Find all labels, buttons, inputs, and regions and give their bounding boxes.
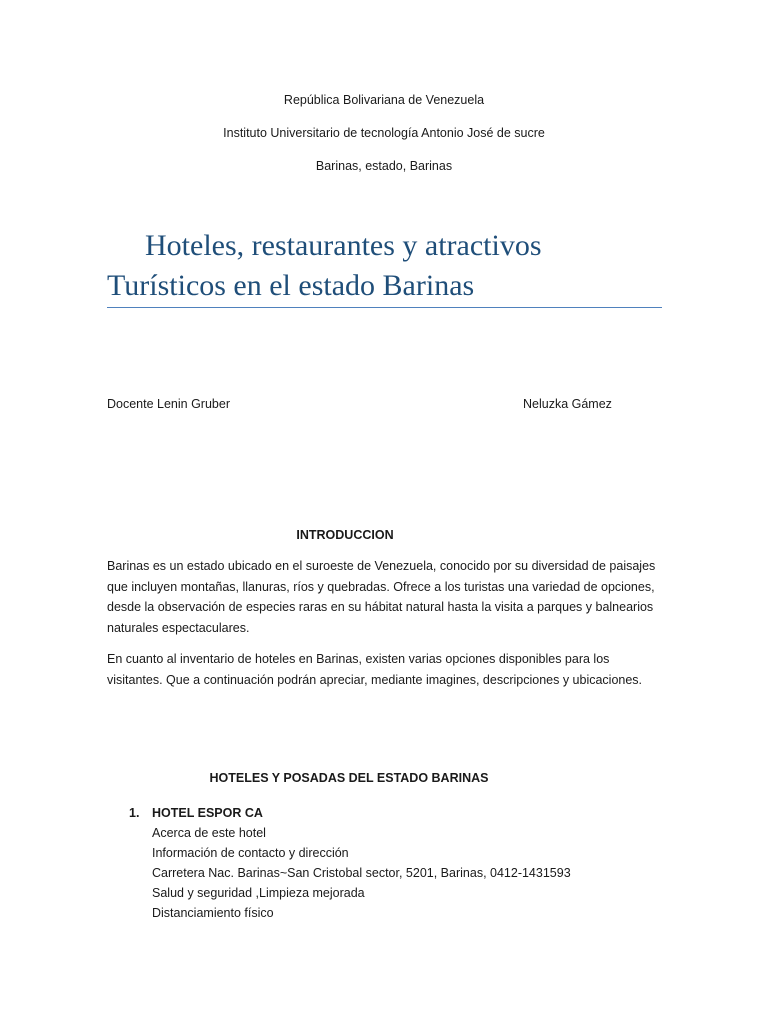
hotel-detail: Información de contacto y dirección (152, 846, 349, 860)
teacher-name: Docente Lenin Gruber (107, 397, 230, 411)
title-line-2: Turísticos en el estado Barinas (107, 269, 475, 302)
hotel-detail: Acerca de este hotel (152, 826, 266, 840)
hotels-list (129, 803, 649, 923)
title-underline (107, 307, 662, 308)
hotel-detail: Salud y seguridad ,Limpieza mejorada (152, 886, 365, 900)
hotel-detail: Distanciamiento físico (152, 906, 274, 920)
hotel-name: HOTEL ESPOR CA (152, 806, 263, 820)
student-name: Neluzka Gámez (523, 397, 612, 411)
hotels-heading: HOTELES Y POSADAS DEL ESTADO BARINAS (209, 771, 489, 785)
header-location: Barinas, estado, Barinas (315, 159, 453, 173)
intro-heading: INTRODUCCION (296, 528, 394, 542)
hotel-detail: Carretera Nac. Barinas~San Cristobal sector, 5201, Barinas, 0412-1431593 (152, 866, 571, 880)
list-item (129, 803, 649, 823)
list-item-number: 1. (129, 806, 140, 820)
header-institute: Instituto Universitario de tecnología Antonio José de sucre (223, 126, 545, 140)
header-republic: República Bolivariana de Venezuela (283, 93, 485, 107)
title-line-1: Hoteles, restaurantes y atractivos (145, 229, 542, 262)
intro-paragraph-1: Barinas es un estado ubicado en el suroeste de Venezuela, conocido por su diversidad de paisajes que incluyen montañas, llanuras, ríos y quebradas. Ofrece a los turistas una variedad de opciones, desde la observación de especies raras en su hábitat natural hasta la visita a parques y balnearios naturales espectaculares. (107, 559, 656, 635)
intro-paragraph-2: En cuanto al inventario de hoteles en Barinas, existen varias opciones disponibles para los visitantes. Que a continuación podrán apreciar, mediante imagines, descripciones y ubicaciones. (107, 652, 643, 687)
document-title (107, 226, 667, 306)
